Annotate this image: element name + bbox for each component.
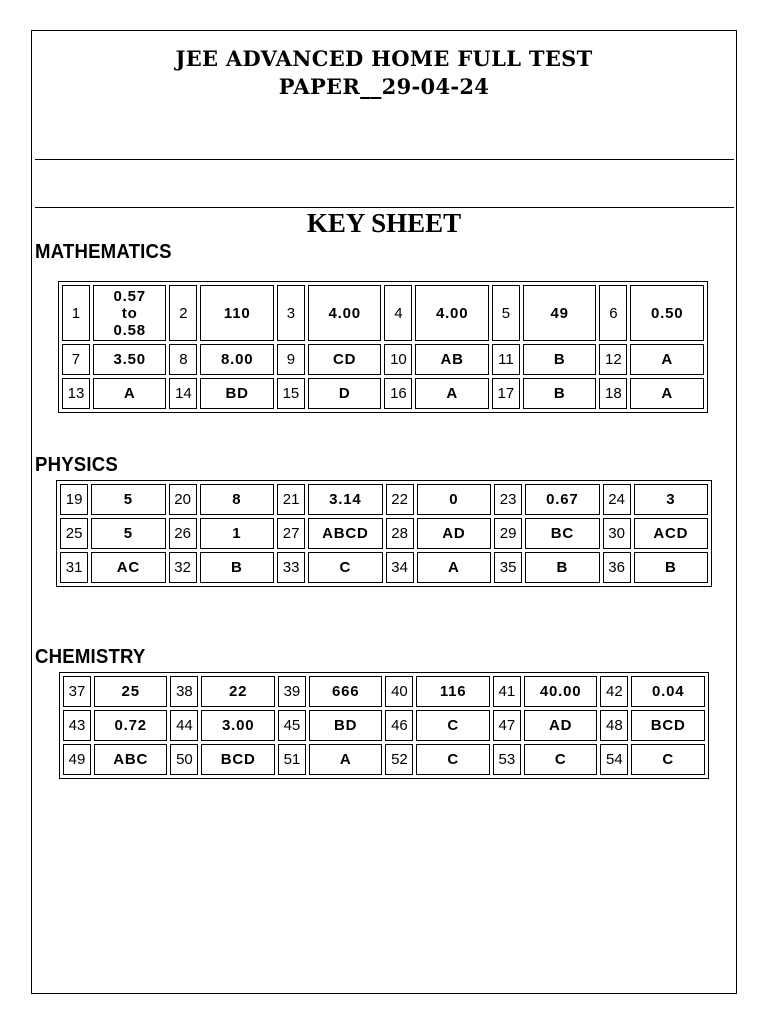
question-number: 50: [170, 744, 198, 775]
question-number: 43: [63, 710, 91, 741]
answer-value: 3: [634, 484, 708, 515]
question-number: 48: [600, 710, 628, 741]
answer-value: A: [415, 378, 489, 409]
answer-value: 666: [309, 676, 383, 707]
question-number: 38: [170, 676, 198, 707]
question-number: 39: [278, 676, 306, 707]
answer-value: 8.00: [200, 344, 274, 375]
question-number: 23: [494, 484, 522, 515]
answer-value: 5: [91, 518, 165, 549]
question-number: 41: [493, 676, 521, 707]
section-heading-mathematics: MATHEMATICS: [35, 241, 172, 263]
answer-value: 4.00: [308, 285, 382, 341]
question-number: 40: [385, 676, 413, 707]
section-heading-physics: PHYSICS: [35, 454, 118, 476]
question-number: 28: [386, 518, 414, 549]
question-number: 46: [385, 710, 413, 741]
answer-value: BC: [525, 518, 599, 549]
question-number: 17: [492, 378, 520, 409]
question-number: 52: [385, 744, 413, 775]
answer-value: 0.72: [94, 710, 168, 741]
question-number: 26: [169, 518, 197, 549]
answer-value: C: [308, 552, 382, 583]
answer-value: 110: [200, 285, 274, 341]
answer-value: C: [524, 744, 598, 775]
question-number: 25: [60, 518, 88, 549]
answer-row: [62, 378, 704, 409]
answer-value: 3.00: [201, 710, 275, 741]
question-number: 6: [599, 285, 627, 341]
question-number: 4: [384, 285, 412, 341]
question-number: 45: [278, 710, 306, 741]
answer-value: ABC: [94, 744, 168, 775]
question-number: 18: [599, 378, 627, 409]
question-number: 32: [169, 552, 197, 583]
answer-value: BD: [309, 710, 383, 741]
question-number: 33: [277, 552, 305, 583]
answer-value: 0.04: [631, 676, 705, 707]
answer-value: AD: [524, 710, 598, 741]
answer-row: [60, 484, 708, 515]
answer-value: C: [631, 744, 705, 775]
answer-value: 25: [94, 676, 168, 707]
question-number: 47: [493, 710, 521, 741]
answer-value: 49: [523, 285, 597, 341]
question-number: 9: [277, 344, 305, 375]
answer-value: BCD: [631, 710, 705, 741]
answer-value: A: [630, 378, 704, 409]
answer-value: BD: [200, 378, 274, 409]
answer-value: 0.57 to 0.58: [93, 285, 167, 341]
question-number: 10: [384, 344, 412, 375]
question-number: 42: [600, 676, 628, 707]
answer-value: C: [416, 744, 490, 775]
question-number: 37: [63, 676, 91, 707]
answer-value: ACD: [634, 518, 708, 549]
question-number: 19: [60, 484, 88, 515]
question-number: 16: [384, 378, 412, 409]
answer-value: B: [200, 552, 274, 583]
key-sheet-heading: KEY SHEET: [306, 208, 462, 238]
section-heading-chemistry: CHEMISTRY: [35, 646, 146, 668]
question-number: 3: [277, 285, 305, 341]
question-number: 31: [60, 552, 88, 583]
question-number: 12: [599, 344, 627, 375]
answer-row: [62, 285, 704, 341]
answer-value: 22: [201, 676, 275, 707]
answer-value: ABCD: [308, 518, 382, 549]
question-number: 20: [169, 484, 197, 515]
answer-value: 3.50: [93, 344, 167, 375]
question-number: 13: [62, 378, 90, 409]
answer-value: D: [308, 378, 382, 409]
question-number: 8: [169, 344, 197, 375]
paper-date: PAPER__29-04-24: [278, 74, 490, 99]
answer-value: 1: [200, 518, 274, 549]
answer-value: A: [309, 744, 383, 775]
mathematics-answer-table: [58, 281, 708, 413]
answer-value: 8: [200, 484, 274, 515]
answer-value: B: [523, 344, 597, 375]
question-number: 35: [494, 552, 522, 583]
answer-value: B: [523, 378, 597, 409]
answer-value: AC: [91, 552, 165, 583]
answer-value: 0.67: [525, 484, 599, 515]
question-number: 29: [494, 518, 522, 549]
answer-row: [62, 344, 704, 375]
question-number: 21: [277, 484, 305, 515]
question-number: 34: [386, 552, 414, 583]
question-number: 5: [492, 285, 520, 341]
answer-value: AD: [417, 518, 491, 549]
question-number: 30: [603, 518, 631, 549]
answer-value: 0: [417, 484, 491, 515]
answer-value: CD: [308, 344, 382, 375]
answer-value: AB: [415, 344, 489, 375]
question-number: 11: [492, 344, 520, 375]
answer-row: [63, 676, 705, 707]
question-number: 15: [277, 378, 305, 409]
answer-row: [60, 552, 708, 583]
question-number: 49: [63, 744, 91, 775]
answer-value: B: [634, 552, 708, 583]
answer-value: 4.00: [415, 285, 489, 341]
answer-value: A: [630, 344, 704, 375]
question-number: 51: [278, 744, 306, 775]
question-number: 14: [169, 378, 197, 409]
question-number: 7: [62, 344, 90, 375]
question-number: 53: [493, 744, 521, 775]
physics-answer-table: [56, 480, 712, 587]
divider-top: [35, 159, 734, 160]
answer-value: C: [416, 710, 490, 741]
answer-value: A: [93, 378, 167, 409]
answer-value: 5: [91, 484, 165, 515]
answer-row: [63, 744, 705, 775]
test-title: JEE ADVANCED HOME FULL TEST: [175, 46, 593, 71]
question-number: 2: [169, 285, 197, 341]
chemistry-answer-table: [59, 672, 709, 779]
answer-value: 3.14: [308, 484, 382, 515]
question-number: 22: [386, 484, 414, 515]
question-number: 1: [62, 285, 90, 341]
answer-value: A: [417, 552, 491, 583]
answer-value: 0.50: [630, 285, 704, 341]
question-number: 44: [170, 710, 198, 741]
question-number: 27: [277, 518, 305, 549]
answer-value: BCD: [201, 744, 275, 775]
question-number: 24: [603, 484, 631, 515]
answer-row: [60, 518, 708, 549]
answer-value: B: [525, 552, 599, 583]
answer-value: 40.00: [524, 676, 598, 707]
answer-value: 116: [416, 676, 490, 707]
question-number: 36: [603, 552, 631, 583]
question-number: 54: [600, 744, 628, 775]
answer-row: [63, 710, 705, 741]
